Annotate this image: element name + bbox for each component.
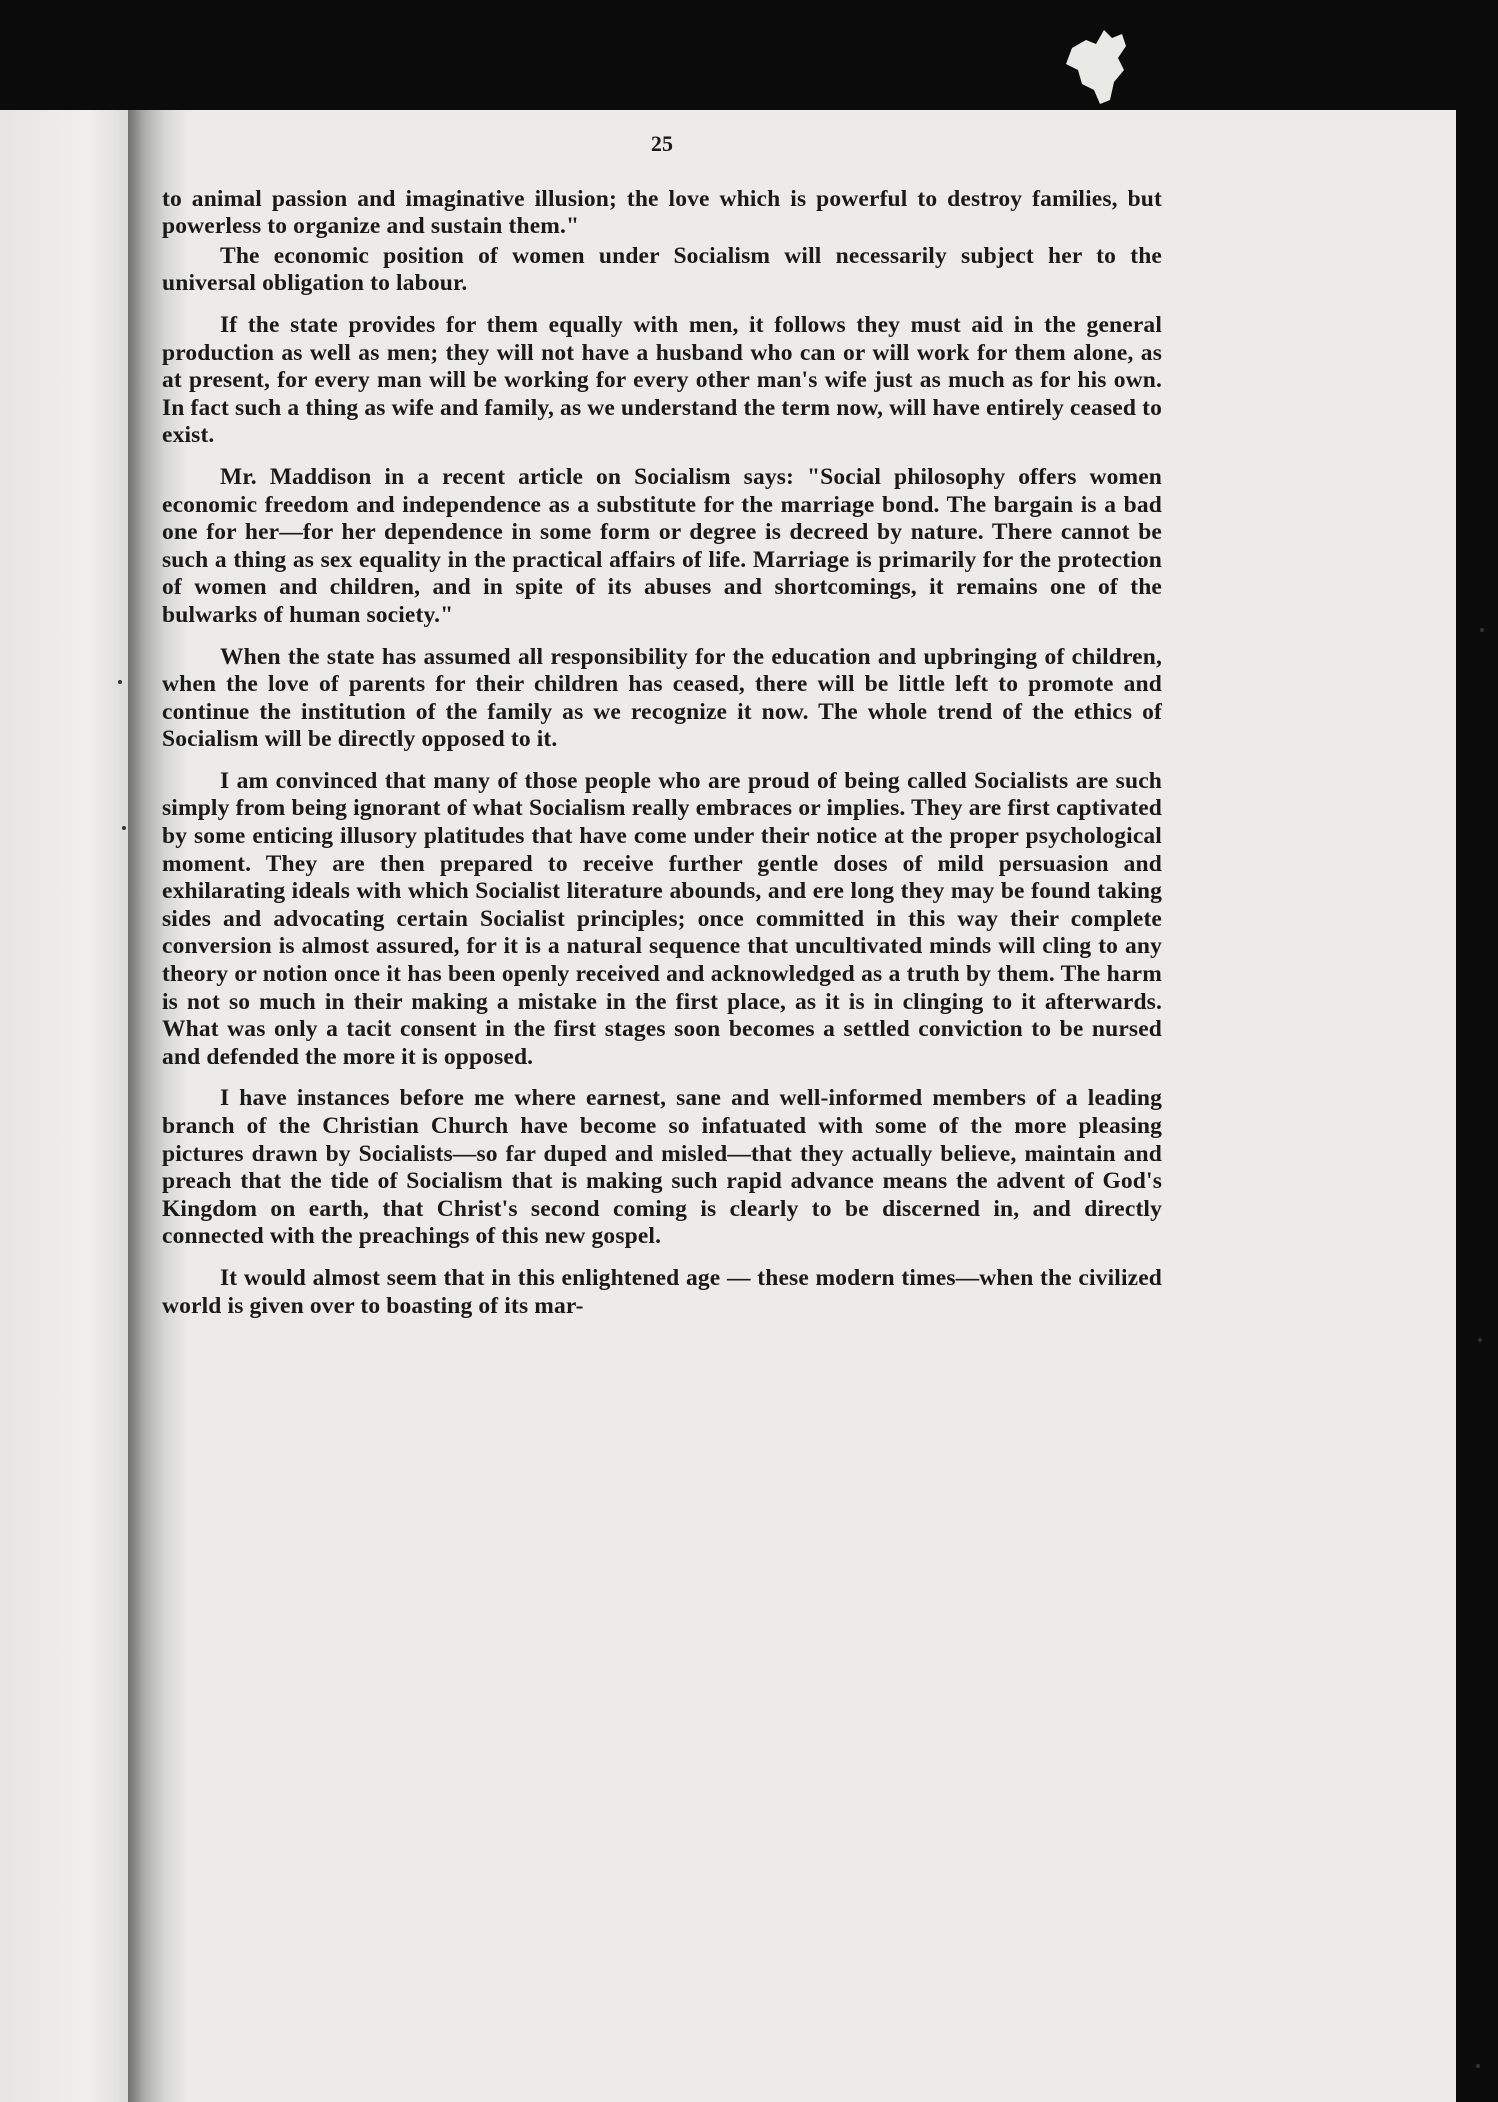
- paragraph: It would almost seem that in this enlightened age — these modern times—when the civilized world is given over to boasting of its mar-: [162, 1264, 1162, 1319]
- scan-speck: [1478, 1338, 1482, 1342]
- paragraph: I have instances before me where earnest, sane and well-informed members of a leading branch of the Christian Church have become so infatuated with some of the more pleasing pictures drawn by Socialists—so far duped and misled—that they actually believe, maintain and preach that the tide of Socialism that is making such rapid advance means the advent of God's Kingdom on earth, that Christ's second coming is clearly to be discerned in, and directly connected with the preachings of this new gospel.: [162, 1085, 1162, 1250]
- scan-speck: [118, 680, 122, 684]
- torn-paper-mark: [1052, 18, 1144, 110]
- paragraph: I am convinced that many of those people who are proud of being called Socialists are such simply from being ignorant of what Socialism really embraces or implies. They are first captivated by some enticing illusory platitudes that have come under their notice at the proper psychological moment. They are then prepared to receive further gentle doses of mild persuasion and exhilarating ideals with which Socialist literature abounds, and ere long they may be found taking sides and advocating certain Socialist principles; once committed in this way their complete conversion is almost assured, for it is a natural sequence that uncultivated minds will cling to any theory or notion once it has been openly received and acknowledged as a truth by them. The harm is not so much in their making a mistake in the first place, as it is in clinging to it afterwards. What was only a tacit consent in the first stages soon becomes a settled conviction to be nursed and defended the more it is opposed.: [162, 767, 1162, 1070]
- paragraph: Mr. Maddison in a recent article on Socialism says: "Social philosophy offers women economic freedom and independence as a substitute for the marriage bond. The bargain is a bad one for her—for her dependence in some form or degree is decreed by nature. There cannot be such a thing as sex equality in the practical affairs of life. Marriage is primarily for the protection of women and children, and in spite of its abuses and shortcomings, it remains one of the bulwarks of human society.": [162, 463, 1162, 628]
- paragraph-continued: to animal passion and imaginative illusion; the love which is powerful to destroy families, but powerless to organize and sustain them.": [162, 185, 1162, 240]
- page-number: 25: [650, 131, 674, 156]
- scan-speck: [122, 826, 126, 830]
- right-scan-border: [1456, 110, 1498, 2102]
- paragraph: When the state has assumed all responsibility for the education and upbringing of children, when the love of parents for their children has ceased, there will be little left to promote and continue the institution of the family as we recognize it now. The whole trend of the ethics of Socialism will be directly opposed to it.: [162, 643, 1162, 753]
- scan-speck: [1480, 628, 1484, 632]
- scan-speck: [1476, 2064, 1480, 2068]
- paragraph: If the state provides for them equally with men, it follows they must aid in the general production as well as men; they will not have a husband who can or will work for them alone, as at present, for every man will be working for every other man's wife just as much as for his own. In fact such a thing as wife and family, as we understand the term now, will have entirely ceased to exist.: [162, 311, 1162, 449]
- page-text: [162, 130, 1162, 1334]
- facing-page-edge: [0, 110, 128, 2102]
- paragraph: The economic position of women under Socialism will necessarily subject her to the universal obligation to labour.: [162, 242, 1162, 297]
